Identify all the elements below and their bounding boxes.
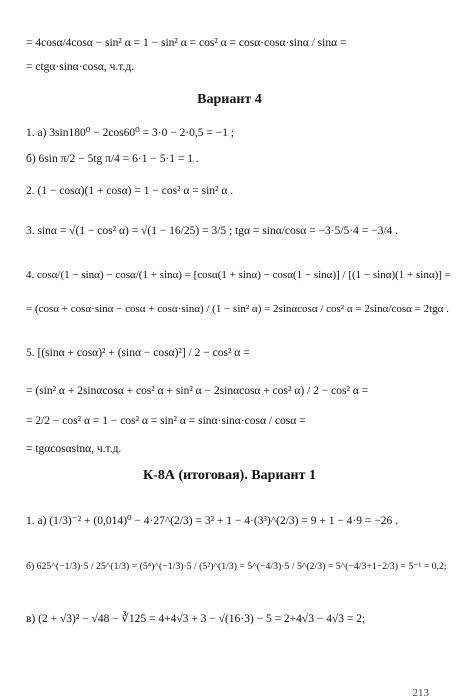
- k8a-problem-1c: в) (2 + √3)² − √48 − ∛125 = 4+4√3 + 3 − √(16·3) − 5 = 2+4√3 − 4√3 = 2;: [26, 613, 366, 625]
- problem-3: 3. sinα = √(1 − cos² α) = √(1 − 16/25) = 3/5 ; tgα = sinα/cosα = −3·5/5·4 = −3/4 .: [26, 225, 399, 237]
- k8a-problem-1b: б) 625^(−1/3)·5 / 25^(1/3) = (5⁴)^(−1/3)·5 / (5²)^(1/3) = 5^(−4/3)·5 / 5^(2/3) = 5^(−4/3+1−2/3) = 5⁻¹ = 0,2;: [26, 561, 447, 572]
- problem-5-cont: = 2/2 − cos² α = 1 − cos² α = sin² α = sinα·sinα·cosα / cosα =: [26, 415, 306, 427]
- problem-5-cont: = (sin² α + 2sinαcosα + cos² α + sin² α − 2sinαcosα + cos² α) / 2 − cos² α =: [26, 385, 369, 397]
- section-title-k8a: К-8А (итоговая). Вариант 1: [143, 468, 316, 483]
- formula-line: = ctgα·sinα·cosα, ч.т.д.: [26, 61, 135, 73]
- formula-line: = 4cosα/4cosα − sin² α = 1 − sin² α = cos² α = cosα·cosα·sinα / sinα =: [26, 37, 347, 49]
- problem-5-end: = tgαcosαsinα, ч.т.д.: [26, 443, 122, 455]
- problem-1a: 1. а) 3sin180⁰ − 2cos60⁰ = 3·0 − 2·0,5 = −1 ;: [26, 127, 235, 139]
- k8a-problem-1a: 1. а) (1/3)⁻² + (0,014)⁰ − 4·27^(2/3) = 3² + 1 − 4·(3³)^(2/3) = 9 + 1 − 4·9 = −26 .: [26, 515, 398, 527]
- problem-4-cont: = (cosα + cosα·sinα − cosα + cosα·sinα) / (1 − sin² α) = 2sinαcosα / cos² α = 2sinα/cosα = 2tgα .: [26, 303, 449, 315]
- problem-4: 4. cosα/(1 − sinα) − cosα/(1 + sinα) = [cosα(1 + sinα) − cosα(1 − sinα)] / [(1 − sinα)(1 + sinα)] =: [26, 269, 451, 281]
- page-number: 213: [412, 687, 429, 699]
- section-title-variant4: Вариант 4: [197, 92, 262, 107]
- problem-1b: б) 6sin π/2 − 5tg π/4 = 6·1 − 5·1 = 1 .: [26, 153, 199, 165]
- problem-5: 5. [(sinα + cosα)² + (sinα − cosα)²] / 2 − cos² α =: [26, 347, 250, 359]
- problem-2: 2. (1 − cosα)(1 + cosα) = 1 − cos² α = sin² α .: [26, 185, 234, 197]
